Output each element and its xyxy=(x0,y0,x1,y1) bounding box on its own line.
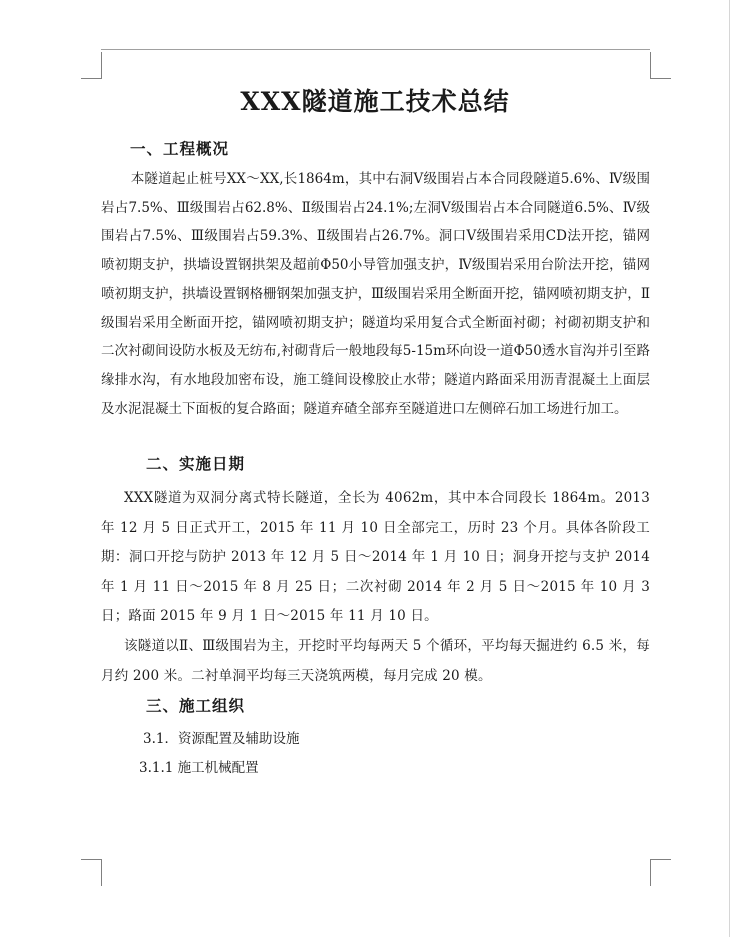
overview-paragraph: 本隧道起止桩号XX～XX,长1864m，其中右洞Ⅴ级围岩占本合同段隧道5.6%、Ⅳ级围岩占7.5%、Ⅲ级围岩占62.8%、Ⅱ级围岩占24.1%;左洞Ⅴ级围岩占本合同隧道6.5%、Ⅳ级围岩占7.5%、Ⅲ级围岩占59.3%、Ⅱ级围岩占26.7%。洞口Ⅴ级围岩采用CD法开挖，锚网喷初期支护，拱墙设置钢拱架及超前Φ50小导管加强支护，Ⅳ级围岩采用台阶法开挖，锚网喷初期支护，拱墙设置钢格栅钢架加强支护，Ⅲ级围岩采用全断面开挖，锚网喷初期支护，Ⅱ级围岩采用全断面开挖，锚网喷初期支护；隧道均采用复合式全断面衬砌；衬砌初期支护和二次衬砌间设防水板及无纺布,衬砌背后一般地段每5-15m环向设一道Φ50透水盲沟并引至路缘排水沟，有水地段加密布设，施工缝间设橡胶止水带；隧道内路面采用沥青混凝土上面层及水泥混凝土下面板的复合路面；隧道弃碴全部弃至隧道进口左侧碎石加工场进行加工。 xyxy=(101,171,650,417)
crop-mark-top-left xyxy=(81,52,102,79)
crop-mark-bottom-right xyxy=(650,859,671,886)
section-heading-dates: 二、实施日期 xyxy=(146,454,246,473)
progress-paragraph: 该隧道以Ⅱ、Ⅲ级围岩为主，开挖时平均每两天 5 个循环，平均每天掘进约 6.5 米，每月约 200 米。二衬单洞平均每三天浇筑两模，每月完成 20 模。 xyxy=(101,638,650,684)
subsection-3-1: 3.1．资源配置及辅助设施 xyxy=(143,731,300,747)
section-heading-overview: 一、工程概况 xyxy=(130,139,230,158)
section-heading-organization: 三、施工组织 xyxy=(146,696,246,715)
header-rule xyxy=(101,49,650,50)
crop-mark-top-right xyxy=(650,52,671,79)
document-title: XXX隧道施工技术总结 xyxy=(240,87,510,116)
crop-mark-bottom-left xyxy=(81,859,102,886)
dates-paragraph: XXX隧道为双洞分离式特长隧道，全长为 4062m，其中本合同段长 1864m。2013 年 12 月 5 日正式开工，2015 年 11 月 10 日全部完工，历时 23 个月。具体各阶段工期：洞口开挖与防护 2013 年 12 月 5 日～2014 年 1 月 10 日；洞身开挖与支护 2014 年 1 月 11 日～2015 年 8 月 25 日；二次衬砌 2014 年 2 月 5 日～2015 年 10 月 3 日；路面 2015 年 9 月 1 日～2015 年 11 月 10 日。 xyxy=(101,490,650,624)
subsection-3-1-1: 3.1.1 施工机械配置 xyxy=(139,760,259,776)
